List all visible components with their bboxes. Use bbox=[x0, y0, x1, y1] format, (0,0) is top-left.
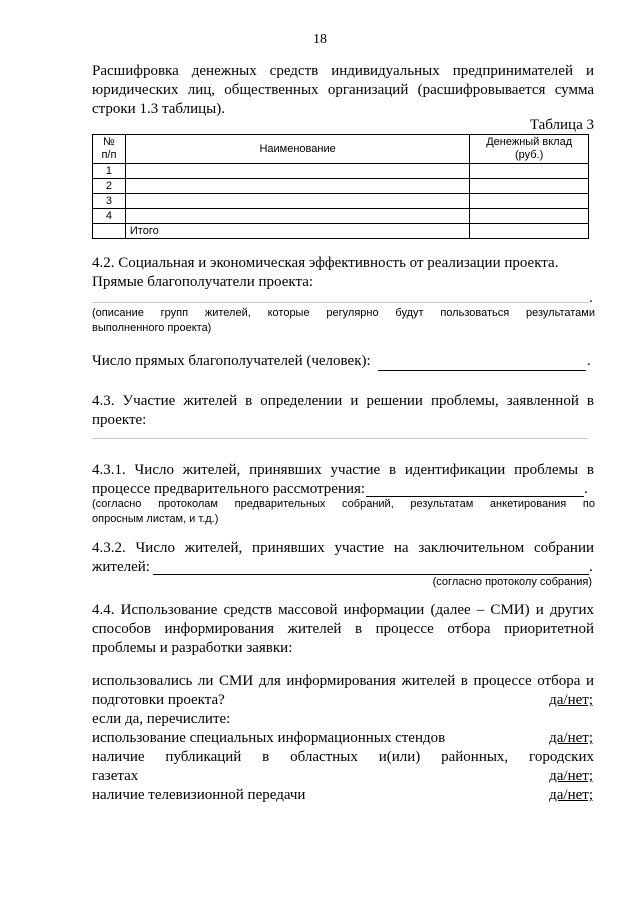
s431-note-line-2: опросным листам, и т.д.) bbox=[92, 513, 219, 525]
s44-line-3: проблемы и разработки заявки: bbox=[92, 640, 293, 656]
s432-end-dot: . bbox=[589, 559, 593, 575]
beneficiaries-field[interactable] bbox=[92, 302, 588, 303]
s42-note-line-2: выполненного проекта) bbox=[92, 322, 212, 334]
count-end-dot: . bbox=[587, 353, 591, 369]
row-number: 1 bbox=[93, 164, 126, 179]
media-answer-1[interactable]: да/нет; bbox=[549, 692, 593, 708]
s432-line-2: жителей: bbox=[92, 559, 150, 575]
row-amount-cell[interactable] bbox=[470, 194, 589, 209]
media-list-intro: если да, перечислите: bbox=[92, 711, 231, 727]
s44-line-2: способов информирования жителей в процессе отбора приоритетной bbox=[92, 621, 594, 637]
table-row bbox=[93, 209, 589, 224]
media-question-line-2: подготовки проекта? bbox=[92, 692, 225, 708]
s432-line-1: 4.3.2. Число жителей, принявших участие на заключительном собрании bbox=[92, 540, 594, 556]
beneficiaries-count-label: Число прямых благополучателей (человек): bbox=[92, 353, 371, 369]
row-name-cell[interactable] bbox=[125, 209, 469, 224]
header-num-line-2: п/п bbox=[101, 149, 117, 161]
table-row bbox=[93, 194, 589, 209]
media-answer-3[interactable]: да/нет; bbox=[549, 768, 593, 784]
s42-note-line-1: (описание групп жителей, которые регулярно будут пользоваться результатами bbox=[92, 307, 595, 319]
s42-end-dot: . bbox=[589, 290, 593, 306]
s42-line-1: 4.2. Социальная и экономическая эффективность от реализации проекта. bbox=[92, 255, 559, 271]
table-header-row bbox=[93, 135, 589, 164]
s43-answer-field[interactable] bbox=[92, 438, 588, 439]
s43-line-2: проекте: bbox=[92, 412, 147, 428]
intro-line-1: Расшифровка денежных средств индивидуальных предпринимателей и bbox=[92, 63, 594, 79]
s431-line-1: 4.3.1. Число жителей, принявших участие в идентификации проблемы в bbox=[92, 462, 594, 478]
row-number: 2 bbox=[93, 179, 126, 194]
row-number: 4 bbox=[93, 209, 126, 224]
media-answer-4[interactable]: да/нет; bbox=[549, 787, 593, 803]
total-label: Итого bbox=[125, 224, 469, 239]
media-item-newspapers-line-2: газетах bbox=[92, 768, 139, 784]
header-num-line-1: № bbox=[103, 136, 115, 148]
total-num-cell bbox=[93, 224, 126, 239]
s432-note: (согласно протоколу собрания) bbox=[432, 576, 592, 588]
s431-end-dot: . bbox=[584, 481, 588, 497]
beneficiaries-count-field[interactable] bbox=[378, 370, 586, 371]
media-question-line-1: использовались ли СМИ для информирования жителей в процессе отбора и bbox=[92, 673, 594, 689]
s42-line-2: Прямые благополучатели проекта: bbox=[92, 274, 314, 290]
media-item-newspapers-line-1: наличие публикаций в областных и(или) районных, городских bbox=[92, 749, 594, 765]
s431-line-2: процессе предварительного рассмотрения: bbox=[92, 481, 366, 497]
row-name-cell[interactable] bbox=[125, 164, 469, 179]
table-row bbox=[93, 164, 589, 179]
s43-line-1: 4.3. Участие жителей в определении и решении проблемы, заявленной в bbox=[92, 393, 594, 409]
header-amount-line-1: Денежный вклад bbox=[486, 136, 573, 148]
row-number: 3 bbox=[93, 194, 126, 209]
table-row bbox=[93, 179, 589, 194]
header-amount bbox=[470, 135, 589, 164]
total-amount-cell[interactable] bbox=[470, 224, 589, 239]
header-num bbox=[93, 135, 126, 164]
row-amount-cell[interactable] bbox=[470, 179, 589, 194]
intro-line-2: юридических лиц, общественных организаций (расшифровывается сумма bbox=[92, 82, 594, 98]
media-answer-2[interactable]: да/нет; bbox=[549, 730, 593, 746]
row-amount-cell[interactable] bbox=[470, 164, 589, 179]
header-amount-line-2: (руб.) bbox=[515, 149, 544, 161]
table-total-row bbox=[93, 224, 589, 239]
table-3 bbox=[92, 134, 589, 239]
row-amount-cell[interactable] bbox=[470, 209, 589, 224]
page-number: 18 bbox=[313, 32, 327, 47]
s431-note-line-1: (согласно протоколам предварительных собраний, результатам анкетирования по bbox=[92, 498, 595, 510]
s44-line-1: 4.4. Использование средств массовой информации (далее – СМИ) и других bbox=[92, 602, 594, 618]
media-item-tv: наличие телевизионной передачи bbox=[92, 787, 306, 803]
table-caption: Таблица 3 bbox=[529, 117, 594, 133]
row-name-cell[interactable] bbox=[125, 179, 469, 194]
header-name: Наименование bbox=[125, 135, 469, 164]
intro-line-3: строки 1.3 таблицы). bbox=[92, 101, 225, 117]
row-name-cell[interactable] bbox=[125, 194, 469, 209]
media-item-stands: использование специальных информационных стендов bbox=[92, 730, 446, 746]
